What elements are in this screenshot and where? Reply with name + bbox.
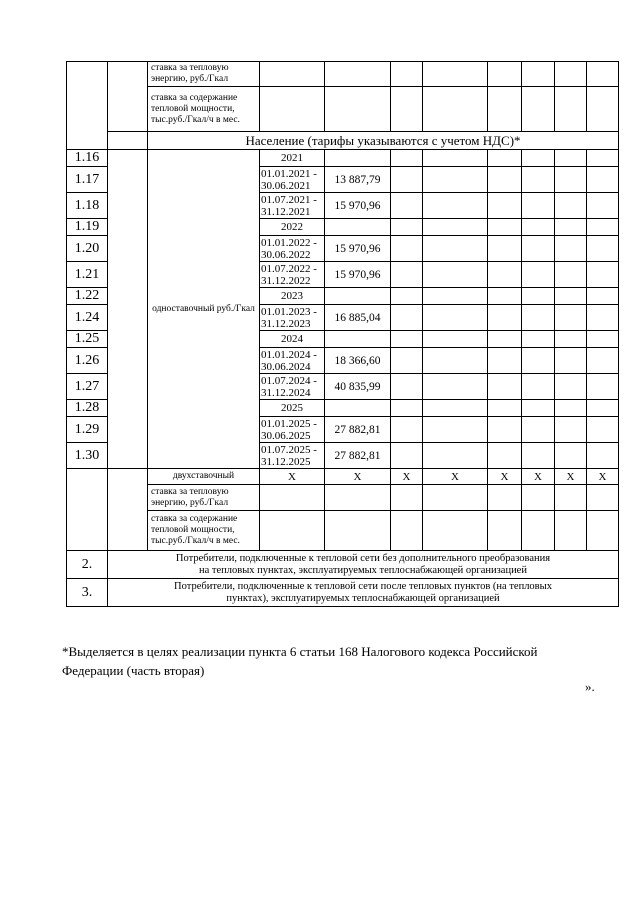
empty-cell xyxy=(423,511,488,551)
empty-cell xyxy=(423,193,488,219)
single-rate-label: одноставочный руб./Гкал xyxy=(148,150,260,469)
empty-cell xyxy=(522,374,555,400)
empty-cell xyxy=(555,348,587,374)
period-cell: 01.07.2024 - 31.12.2024 xyxy=(260,374,325,400)
empty-cell xyxy=(260,511,325,551)
year-cell: 2022 xyxy=(260,219,325,236)
x-mark: Х xyxy=(260,469,325,485)
empty-cell xyxy=(522,236,555,262)
empty-cell xyxy=(587,193,619,219)
two-rate-label: двухставочный xyxy=(148,469,260,485)
value-cell: 18 366,60 xyxy=(325,348,391,374)
value-cell xyxy=(325,219,391,236)
empty-cell xyxy=(325,87,391,132)
empty-cell xyxy=(391,305,423,331)
empty-cell xyxy=(423,331,488,348)
empty-cell xyxy=(391,262,423,288)
empty-cell xyxy=(488,417,522,443)
x-mark: Х xyxy=(391,469,423,485)
num-cell xyxy=(67,469,108,551)
section-number: 3. xyxy=(67,579,108,607)
row-number: 1.19 xyxy=(67,219,108,236)
empty-cell xyxy=(391,511,423,551)
empty-cell xyxy=(555,62,587,87)
empty-cell xyxy=(555,400,587,417)
empty-cell xyxy=(423,167,488,193)
section-number: 2. xyxy=(67,551,108,579)
row-number: 1.29 xyxy=(67,417,108,443)
empty-cell xyxy=(587,348,619,374)
empty-cell xyxy=(522,150,555,167)
empty-cell xyxy=(423,348,488,374)
empty-cell xyxy=(108,150,148,469)
empty-cell xyxy=(555,305,587,331)
row-number: 1.25 xyxy=(67,331,108,348)
empty-cell xyxy=(488,443,522,469)
empty-cell xyxy=(587,511,619,551)
empty-cell xyxy=(391,443,423,469)
empty-cell xyxy=(522,417,555,443)
empty-cell xyxy=(423,400,488,417)
empty-cell xyxy=(423,219,488,236)
empty-cell xyxy=(587,331,619,348)
value-cell xyxy=(325,400,391,417)
empty-cell xyxy=(587,150,619,167)
x-mark: Х xyxy=(423,469,488,485)
footnote: *Выделяется в целях реализации пункта 6 статьи 168 Налогового кодекса Российской Федерации (часть вторая) xyxy=(62,644,538,678)
empty-cell xyxy=(423,374,488,400)
empty-cell xyxy=(488,193,522,219)
empty-cell xyxy=(260,485,325,511)
empty-cell xyxy=(587,219,619,236)
period-cell: 01.07.2025 - 31.12.2025 xyxy=(260,443,325,469)
value-cell: 27 882,81 xyxy=(325,443,391,469)
empty-cell xyxy=(522,193,555,219)
row-number: 1.22 xyxy=(67,288,108,305)
empty-cell xyxy=(522,443,555,469)
section-line: Потребители, подключенные к тепловой сети без дополнительного преобразования xyxy=(175,552,551,564)
empty-cell xyxy=(391,417,423,443)
row-number: 1.28 xyxy=(67,400,108,417)
empty-cell xyxy=(391,193,423,219)
empty-cell xyxy=(391,150,423,167)
empty-cell xyxy=(391,374,423,400)
empty-cell xyxy=(488,331,522,348)
empty-cell xyxy=(522,331,555,348)
period-cell: 01.01.2023 - 31.12.2023 xyxy=(260,305,325,331)
empty-cell xyxy=(391,348,423,374)
row-number: 1.24 xyxy=(67,305,108,331)
x-mark: Х xyxy=(325,469,391,485)
empty-cell xyxy=(522,62,555,87)
year-cell: 2024 xyxy=(260,331,325,348)
empty-cell xyxy=(423,62,488,87)
empty-cell xyxy=(587,62,619,87)
empty-cell xyxy=(325,485,391,511)
empty-cell xyxy=(108,132,148,150)
year-cell: 2021 xyxy=(260,150,325,167)
empty-cell xyxy=(325,62,391,87)
empty-cell xyxy=(488,400,522,417)
empty-cell xyxy=(488,374,522,400)
empty-cell xyxy=(488,167,522,193)
empty-cell xyxy=(488,236,522,262)
empty-cell xyxy=(555,443,587,469)
table-row xyxy=(67,485,619,511)
empty-cell xyxy=(555,167,587,193)
empty-cell xyxy=(260,62,325,87)
value-cell: 15 970,96 xyxy=(325,193,391,219)
empty-cell xyxy=(108,62,148,132)
empty-cell xyxy=(555,374,587,400)
row-label: ставка за содержание тепловой мощности, тыс.руб./Гкал/ч в мес. xyxy=(148,511,260,551)
empty-cell xyxy=(423,305,488,331)
empty-cell xyxy=(555,262,587,288)
empty-cell xyxy=(488,150,522,167)
empty-cell xyxy=(587,374,619,400)
row-number: 1.26 xyxy=(67,348,108,374)
row-label: ставка за тепловую энергию, руб./Гкал xyxy=(148,485,260,511)
value-cell xyxy=(325,331,391,348)
empty-cell xyxy=(555,150,587,167)
empty-cell xyxy=(555,288,587,305)
empty-cell xyxy=(391,331,423,348)
row-number: 1.30 xyxy=(67,443,108,469)
x-mark: Х xyxy=(587,469,619,485)
empty-cell xyxy=(555,236,587,262)
empty-cell xyxy=(488,485,522,511)
empty-cell xyxy=(522,87,555,132)
empty-cell xyxy=(391,400,423,417)
empty-cell xyxy=(488,262,522,288)
year-cell: 2025 xyxy=(260,400,325,417)
empty-cell xyxy=(587,443,619,469)
value-cell xyxy=(325,288,391,305)
num-cell xyxy=(67,62,108,150)
empty-cell xyxy=(423,288,488,305)
period-cell: 01.01.2021 - 30.06.2021 xyxy=(260,167,325,193)
value-cell: 40 835,99 xyxy=(325,374,391,400)
tariff-table-body xyxy=(67,62,619,607)
closing-quote: ». xyxy=(585,679,595,694)
empty-cell xyxy=(587,87,619,132)
period-cell: 01.01.2022 - 30.06.2022 xyxy=(260,236,325,262)
row-number: 1.18 xyxy=(67,193,108,219)
section-line: Потребители, подключенные к тепловой сети после тепловых пунктов (на тепловых xyxy=(174,580,552,592)
section-line: на тепловых пунктах, эксплуатируемых теплоснабжающей организацией xyxy=(199,564,527,576)
table-row xyxy=(67,87,619,132)
empty-cell xyxy=(391,62,423,87)
period-cell: 01.01.2024 - 30.06.2024 xyxy=(260,348,325,374)
empty-cell xyxy=(522,167,555,193)
empty-cell xyxy=(391,87,423,132)
empty-cell xyxy=(260,87,325,132)
table-row xyxy=(67,469,619,485)
section-line: пунктах), эксплуатируемых теплоснабжающей организацией xyxy=(226,592,500,604)
empty-cell xyxy=(391,236,423,262)
section-text xyxy=(108,551,619,579)
year-cell: 2023 xyxy=(260,288,325,305)
empty-cell xyxy=(488,511,522,551)
empty-cell xyxy=(488,348,522,374)
empty-cell xyxy=(488,288,522,305)
empty-cell xyxy=(522,511,555,551)
x-mark: Х xyxy=(488,469,522,485)
table-row xyxy=(67,62,619,87)
section-row xyxy=(67,551,619,579)
empty-cell xyxy=(522,348,555,374)
row-label: ставка за тепловую энергию, руб./Гкал xyxy=(148,62,260,87)
empty-cell xyxy=(522,400,555,417)
value-cell: 15 970,96 xyxy=(325,236,391,262)
empty-cell xyxy=(108,469,148,551)
row-number: 1.21 xyxy=(67,262,108,288)
empty-cell xyxy=(522,305,555,331)
empty-cell xyxy=(522,288,555,305)
value-cell: 15 970,96 xyxy=(325,262,391,288)
value-cell: 27 882,81 xyxy=(325,417,391,443)
empty-cell xyxy=(423,236,488,262)
empty-cell xyxy=(488,305,522,331)
section-header-row xyxy=(67,132,619,150)
empty-cell xyxy=(587,485,619,511)
empty-cell xyxy=(587,236,619,262)
empty-cell xyxy=(587,288,619,305)
empty-cell xyxy=(522,485,555,511)
empty-cell xyxy=(391,219,423,236)
empty-cell xyxy=(555,331,587,348)
row-number: 1.27 xyxy=(67,374,108,400)
row-number: 1.16 xyxy=(67,150,108,167)
empty-cell xyxy=(423,417,488,443)
value-cell xyxy=(325,150,391,167)
empty-cell xyxy=(522,262,555,288)
empty-cell xyxy=(587,262,619,288)
section-text xyxy=(108,579,619,607)
empty-cell xyxy=(423,150,488,167)
empty-cell xyxy=(555,511,587,551)
row-number: 1.17 xyxy=(67,167,108,193)
empty-cell xyxy=(423,443,488,469)
empty-cell xyxy=(488,62,522,87)
table-row xyxy=(67,511,619,551)
period-cell: 01.07.2021 - 31.12.2021 xyxy=(260,193,325,219)
section-row xyxy=(67,579,619,607)
empty-cell xyxy=(423,87,488,132)
empty-cell xyxy=(391,167,423,193)
empty-cell xyxy=(423,485,488,511)
period-cell: 01.07.2022 - 31.12.2022 xyxy=(260,262,325,288)
empty-cell xyxy=(555,87,587,132)
row-number: 1.20 xyxy=(67,236,108,262)
empty-cell xyxy=(391,288,423,305)
value-cell: 13 887,79 xyxy=(325,167,391,193)
value-cell: 16 885,04 xyxy=(325,305,391,331)
empty-cell xyxy=(587,305,619,331)
tariff-table xyxy=(66,61,619,607)
empty-cell xyxy=(488,219,522,236)
x-mark: Х xyxy=(555,469,587,485)
empty-cell xyxy=(555,417,587,443)
empty-cell xyxy=(522,219,555,236)
empty-cell xyxy=(555,193,587,219)
empty-cell xyxy=(587,417,619,443)
x-mark: Х xyxy=(522,469,555,485)
empty-cell xyxy=(391,485,423,511)
empty-cell xyxy=(587,400,619,417)
row-label: ставка за содержание тепловой мощности, тыс.руб./Гкал/ч в мес. xyxy=(148,87,260,132)
empty-cell xyxy=(555,219,587,236)
empty-cell xyxy=(423,262,488,288)
empty-cell xyxy=(587,167,619,193)
table-row xyxy=(67,150,619,167)
empty-cell xyxy=(488,87,522,132)
empty-cell xyxy=(325,511,391,551)
population-header: Население (тарифы указываются с учетом НДС)* xyxy=(148,132,619,150)
period-cell: 01.01.2025 - 30.06.2025 xyxy=(260,417,325,443)
empty-cell xyxy=(555,485,587,511)
